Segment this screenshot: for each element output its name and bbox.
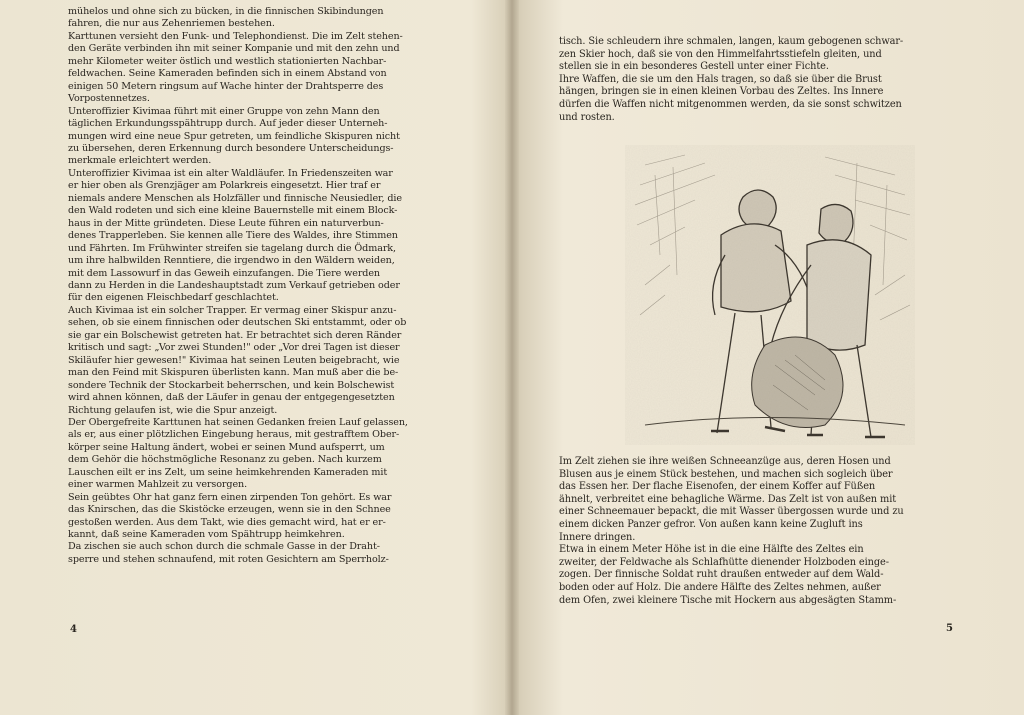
- paragraph: Sein geübtes Ohr hat ganz fern einen zirpenden Ton gehört. Es war das Knirschen, das die Skistöcke erzeugen, wenn sie in den Schnee gestoßen werden. Aus dem Takt, wie dies gemacht wird, hat er er- kannt, daß seine Kameraden vom Spähtrupp heimkehren.: [68, 491, 392, 541]
- right-page-bottom-text: [559, 456, 971, 607]
- paragraph: Da zischen sie auch schon durch die schmale Gasse in der Draht- sperre und stehen schnaufend, mit roten Gesichtern am Sperrholz-: [68, 541, 389, 565]
- right-page: [515, 0, 1024, 715]
- paragraph: Der Obergefreite Karttunen hat seinen Gedanken freien Lauf gelassen, als er, aus einer plötzlichen Eingebung heraus, mit gestrafftem Ober- körper seine Haltung ändert, wobei er seinen Mund aufsperrt, um dem Gehör die höchstmögliche Resonanz zu geben. Nach kurzem Lauschen eilt er ins Zelt, um seine heimkehrenden Kameraden mit einer warmen Mahlzeit zu versorgen.: [68, 416, 408, 491]
- paragraph: tisch. Sie schleudern ihre schmalen, langen, kaum gebogenen schwar- zen Skier hoch, daß sie von den Himmelfahrtsstiefeln gleiten, und stellen sie in ein besonderes Gestell unter einer Fichte.: [559, 36, 904, 73]
- paragraph: Etwa in einem Meter Höhe ist in die eine Hälfte des Zeltes ein zweiter, der Feldwache als Schlafhütte dienender Holzboden einge- zogen. Der finnische Soldat ruht draußen entweder auf dem Wald- boden oder auf Holz. Die andere Hälfte des Zeltes nehmen, außer dem Ofen, zwei kleinere Tische mit Hockern aus abgesägten Stamm-: [559, 544, 897, 606]
- paragraph: Ihre Waffen, die sie um den Hals tragen, so daß sie über die Brust hängen, bringen sie in einen kleinen Vorbau des Zeltes. Ins Innere dürfen die Waffen nicht mitgenommen werden, da sie sonst schwitzen und rosten.: [559, 73, 902, 123]
- paragraph: mühelos und ohne sich zu bücken, in die finnischen Skibindungen fahren, die nur aus Zehenriemen bestehen.: [68, 6, 384, 30]
- pencil-illustration-soldiers: [625, 145, 915, 445]
- paragraph: Im Zelt ziehen sie ihre weißen Schneeanzüge aus, deren Hosen und Blusen aus je einem Stück bestehen, und machen sich sogleich über das Essen her. Der flache Eisenofen, der einem Koffer auf Füßen ähnelt, verbreitet eine behagliche Wärme. Das Zelt ist von außen mit einer Schneemauer bepackt, die mit Wasser übergossen wurde und zu einem dicken Panzer gefror. Von außen kann keine Zugluft ins Innere dringen.: [559, 456, 904, 543]
- left-page: [0, 0, 510, 715]
- paragraph: Unteroffizier Kivimaa führt mit einer Gruppe von zehn Mann den täglichen Erkundungsspähtrupp durch. Auf jeder dieser Unterneh- mungen wird eine neue Spur getreten, um feindliche Skispuren nicht zu übersehen, deren Erkennung durch besondere Unterscheidungs- merkmale erleichtert werden.: [68, 105, 400, 167]
- page-number-right: 5: [946, 623, 953, 634]
- paragraph: Unteroffizier Kivimaa ist ein alter Waldläufer. In Friedenszeiten war er hier oben als Grenzjäger am Polarkreis eingesetzt. Hier traf er niemals andere Menschen als Holzfäller und finnische Neusiedler, die den Wald rodeten und sich eine kleine Bauernstelle mit einem Block- haus in der Mitte gründeten. Diese Leute führen ein naturverbun- denes Trapperleben. Sie kennen alle Tiere des Waldes, ihre Stimmen und Fährten. Im Frühwinter streifen sie tagelang durch die Ödmark, um ihre halbwilden Renntiere, die irgendwo in den Wäldern weiden, mit dem Lassowurf in das Geweih einzufangen. Die Tiere werden dann zu Herden in die Landeshauptstadt zum Verkauf getrieben oder für den eigenen Fleischbedarf geschlachtet.: [68, 167, 402, 304]
- paragraph: Karttunen versieht den Funk- und Telephondienst. Die im Zelt stehen- den Geräte verbinden ihn mit seiner Kompanie und mit den zehn und mehr Kilometer weiter östlich und westlich stationierten Nachbar- feldwachen. Seine Kameraden befinden sich in einem Abstand von einigen 50 Metern ringsum auf Wache hinter der Drahtsperre des Vorpostennetzes.: [68, 30, 403, 105]
- paragraph: Auch Kivimaa ist ein solcher Trapper. Er vermag einer Skispur anzu- sehen, ob sie einem finnischen oder deutschen Ski entstammt, oder ob sie gar ein Bolschewist getreten hat. Er betrachtet sich deren Ränder kritisch und sagt: „Vor zwei Stunden!" oder „Vor drei Tagen ist dieser Skiläufer hier gewesen!" Kivimaa hat seinen Leuten beigebracht, wie man den Feind mit Skispuren überlisten kann. Man muß aber die be- sondere Technik der Stockarbeit beherrschen, und kein Bolschewist wird ahnen können, daß der Läufer in genau der entgegengesetzten Richtung gelaufen ist, wie die Spur anzeigt.: [68, 304, 407, 416]
- page-number-left: 4: [70, 624, 77, 635]
- right-page-top-text: [559, 36, 969, 124]
